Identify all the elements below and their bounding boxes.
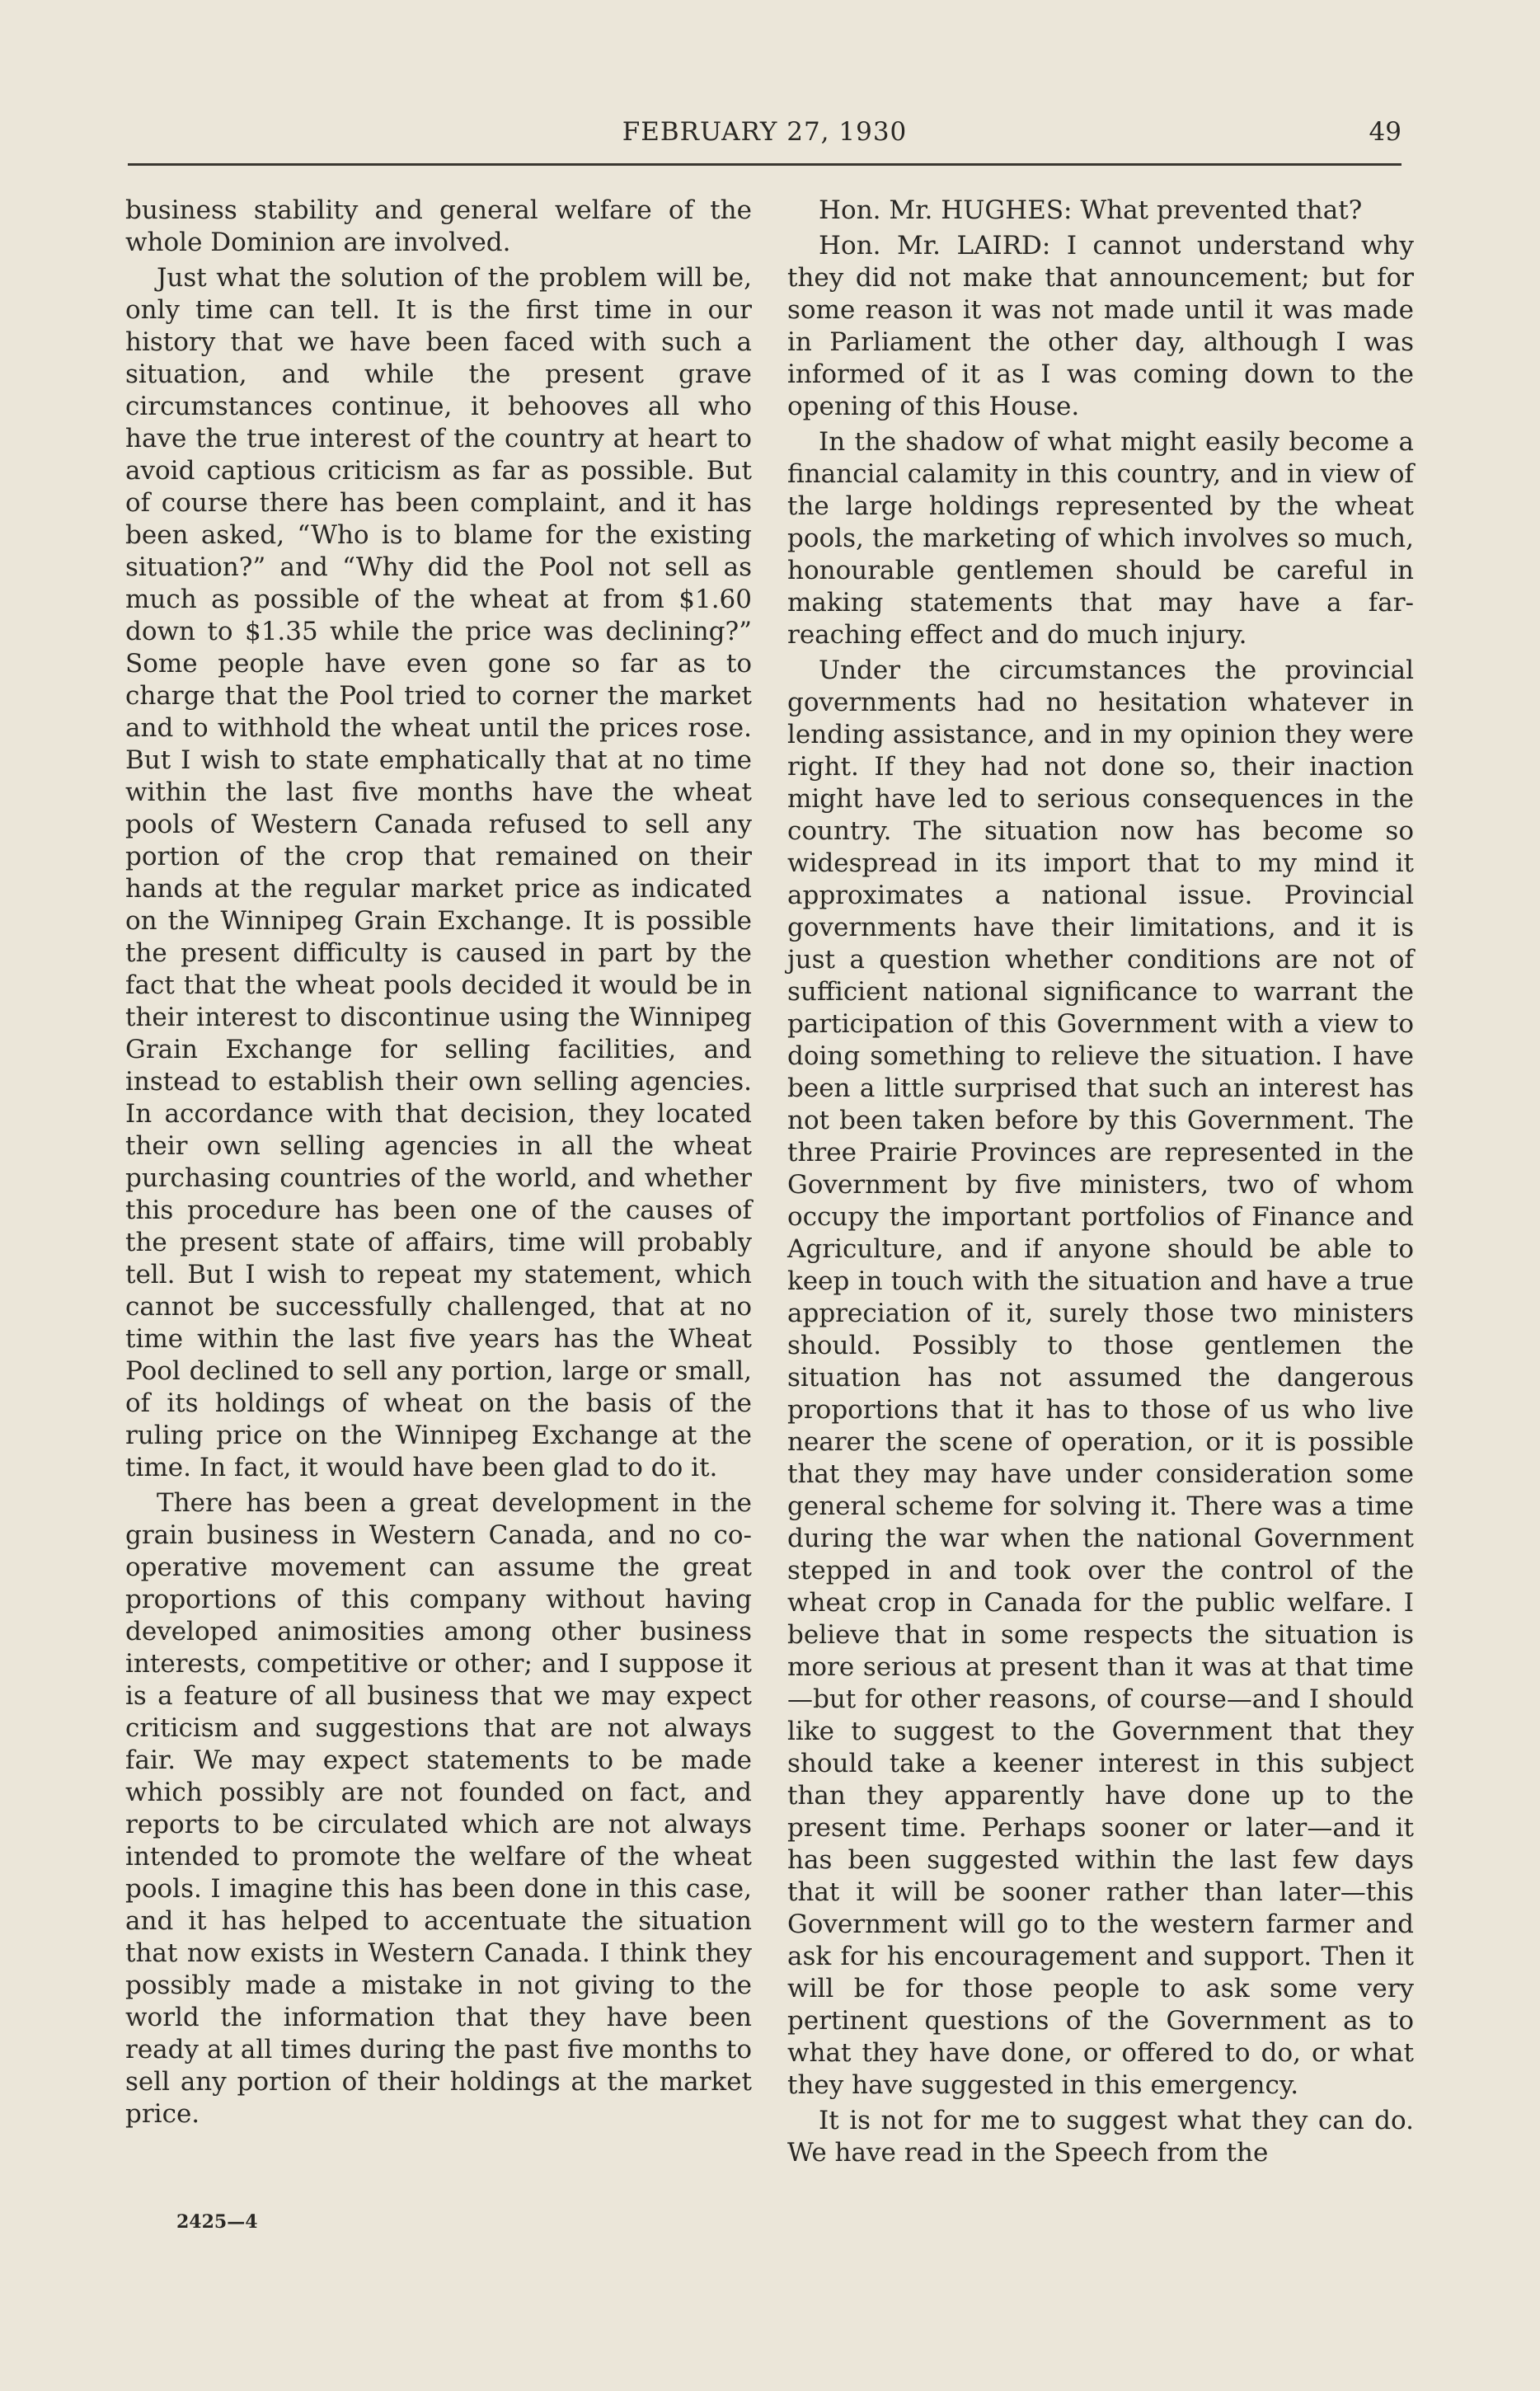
paragraph: Hon. Mr. LAIRD: I cannot understand why they did not make that announcement; but for some reason it was not made until it was made in Parliament the other day, although I was informed of it as I was coming down to the opening of this House. (787, 231, 1414, 421)
page-number: 49 (1369, 117, 1401, 147)
header-rule (128, 163, 1401, 166)
paragraph: Under the circumstances the provincial governments had no hesitation whatever in lending assistance, and in my opinion they were right. If they had not done so, their inaction might have led to serious consequences in the country. The situation now has become so widespread in its import that to my mind it approximates a national issue. Provincial governments have their limitations, and it is just a question whether conditions are not of sufficient national significance to warrant the participation of this Government with a view to doing something to relieve the situation. I have been a little surprised that such an interest has not been taken before by this Government. The three Prairie Provinces are represented in the Government by five ministers, two of whom occupy the important portfolios of Finance and Agriculture, and if anyone should be able to keep in touch with the situation and have a true appreciation of it, surely those two ministers should. Possibly to those gentlemen the situation has not assumed the dangerous proportions that it has to those of us who live nearer the scene of operation, or it is possible that they may have under consideration some general scheme for solving it. There was a time during the war when the national Government stepped in and took over the control of the wheat crop in Canada for the public welfare. I believe that in some respects the situation is more serious at present than it was at that time—but for other reasons, of course—and I should like to suggest to the Government that they should take a keener interest in this subject than they apparently have done up to the present time. Perhaps sooner or later—and it has been suggested within the last few days that it will be sooner rather than later—this Government will go to the western farmer and ask for his encouragement and support. Then it will be for those people to ask some very pertinent questions of the Government as to what they have done, or offered to do, or what they have suggested in this emergency. (787, 655, 1414, 2100)
paragraph: In the shadow of what might easily become a financial calamity in this country, and in view of the large holdings represented by the wheat pools, the marketing of which involves so much, honourable gentlemen should be careful in making statements that may have a far-reaching effect and do much injury. (787, 427, 1414, 650)
paragraph: There has been a great development in the grain business in Western Canada, and no co-operative movement can assume the great proportions of this company without having developed animosities among other business interests, competitive or other; and I suppose it is a feature of all business that we may expect criticism and suggestions that are not always fair. We may expect statements to be made which possibly are not founded on fact, and reports to be circulated which are not always intended to promote the welfare of the wheat pools. I imagine this has been done in this case, and it has helped to accentuate the situation that now exists in Western Canada. I think they possibly made a mistake in not giving to the world the information that they have been ready at all times during the past five months to sell any portion of their holdings at the market price. (125, 1488, 752, 2129)
paragraph: Hon. Mr. HUGHES: What prevented that? (819, 195, 1363, 225)
running-head: FEBRUARY 27, 1930 (622, 117, 908, 147)
paragraph: Just what the solution of the problem will be, only time can tell. It is the first time in our history that we have been faced with such a situation, and while the present grave circumstances continue, it behooves all who have the true interest of the country at heart to avoid captious criticism as far as possible. But of course there has been complaint, and it has been asked, “Who is to blame for the existing situation?” and “Why did the Pool not sell as much as possible of the wheat at from $1.60 down to $1.35 while the price was declining?” Some people have even gone so far as to charge that the Pool tried to corner the market and to withhold the wheat until the prices rose. But I wish to state emphatically that at no time within the last five months have the wheat pools of Western Canada refused to sell any portion of the crop that remained on their hands at the regular market price as indicated on the Winnipeg Grain Exchange. It is possible the present difficulty is caused in part by the fact that the wheat pools decided it would be in their interest to discontinue using the Winnipeg Grain Exchange for selling facilities, and instead to establish their own selling agencies. In accordance with that decision, they located their own selling agencies in all the wheat purchasing countries of the world, and whether this procedure has been one of the causes of the present state of affairs, time will probably tell. But I wish to repeat my statement, which cannot be successfully challenged, that at no time within the last five years has the Wheat Pool declined to sell any portion, large or small, of its holdings of wheat on the basis of the ruling price on the Winnipeg Exchange at the time. In fact, it would have been glad to do it. (125, 263, 752, 1482)
left-column (125, 195, 752, 2130)
signature-mark: 2425—4 (176, 2211, 258, 2233)
right-column (787, 195, 1414, 2169)
paragraph: It is not for me to suggest what they can do. We have read in the Speech from the (787, 2106, 1414, 2168)
page-header (128, 117, 1401, 158)
paragraph: business stability and general welfare of the whole Dominion are involved. (125, 195, 752, 257)
